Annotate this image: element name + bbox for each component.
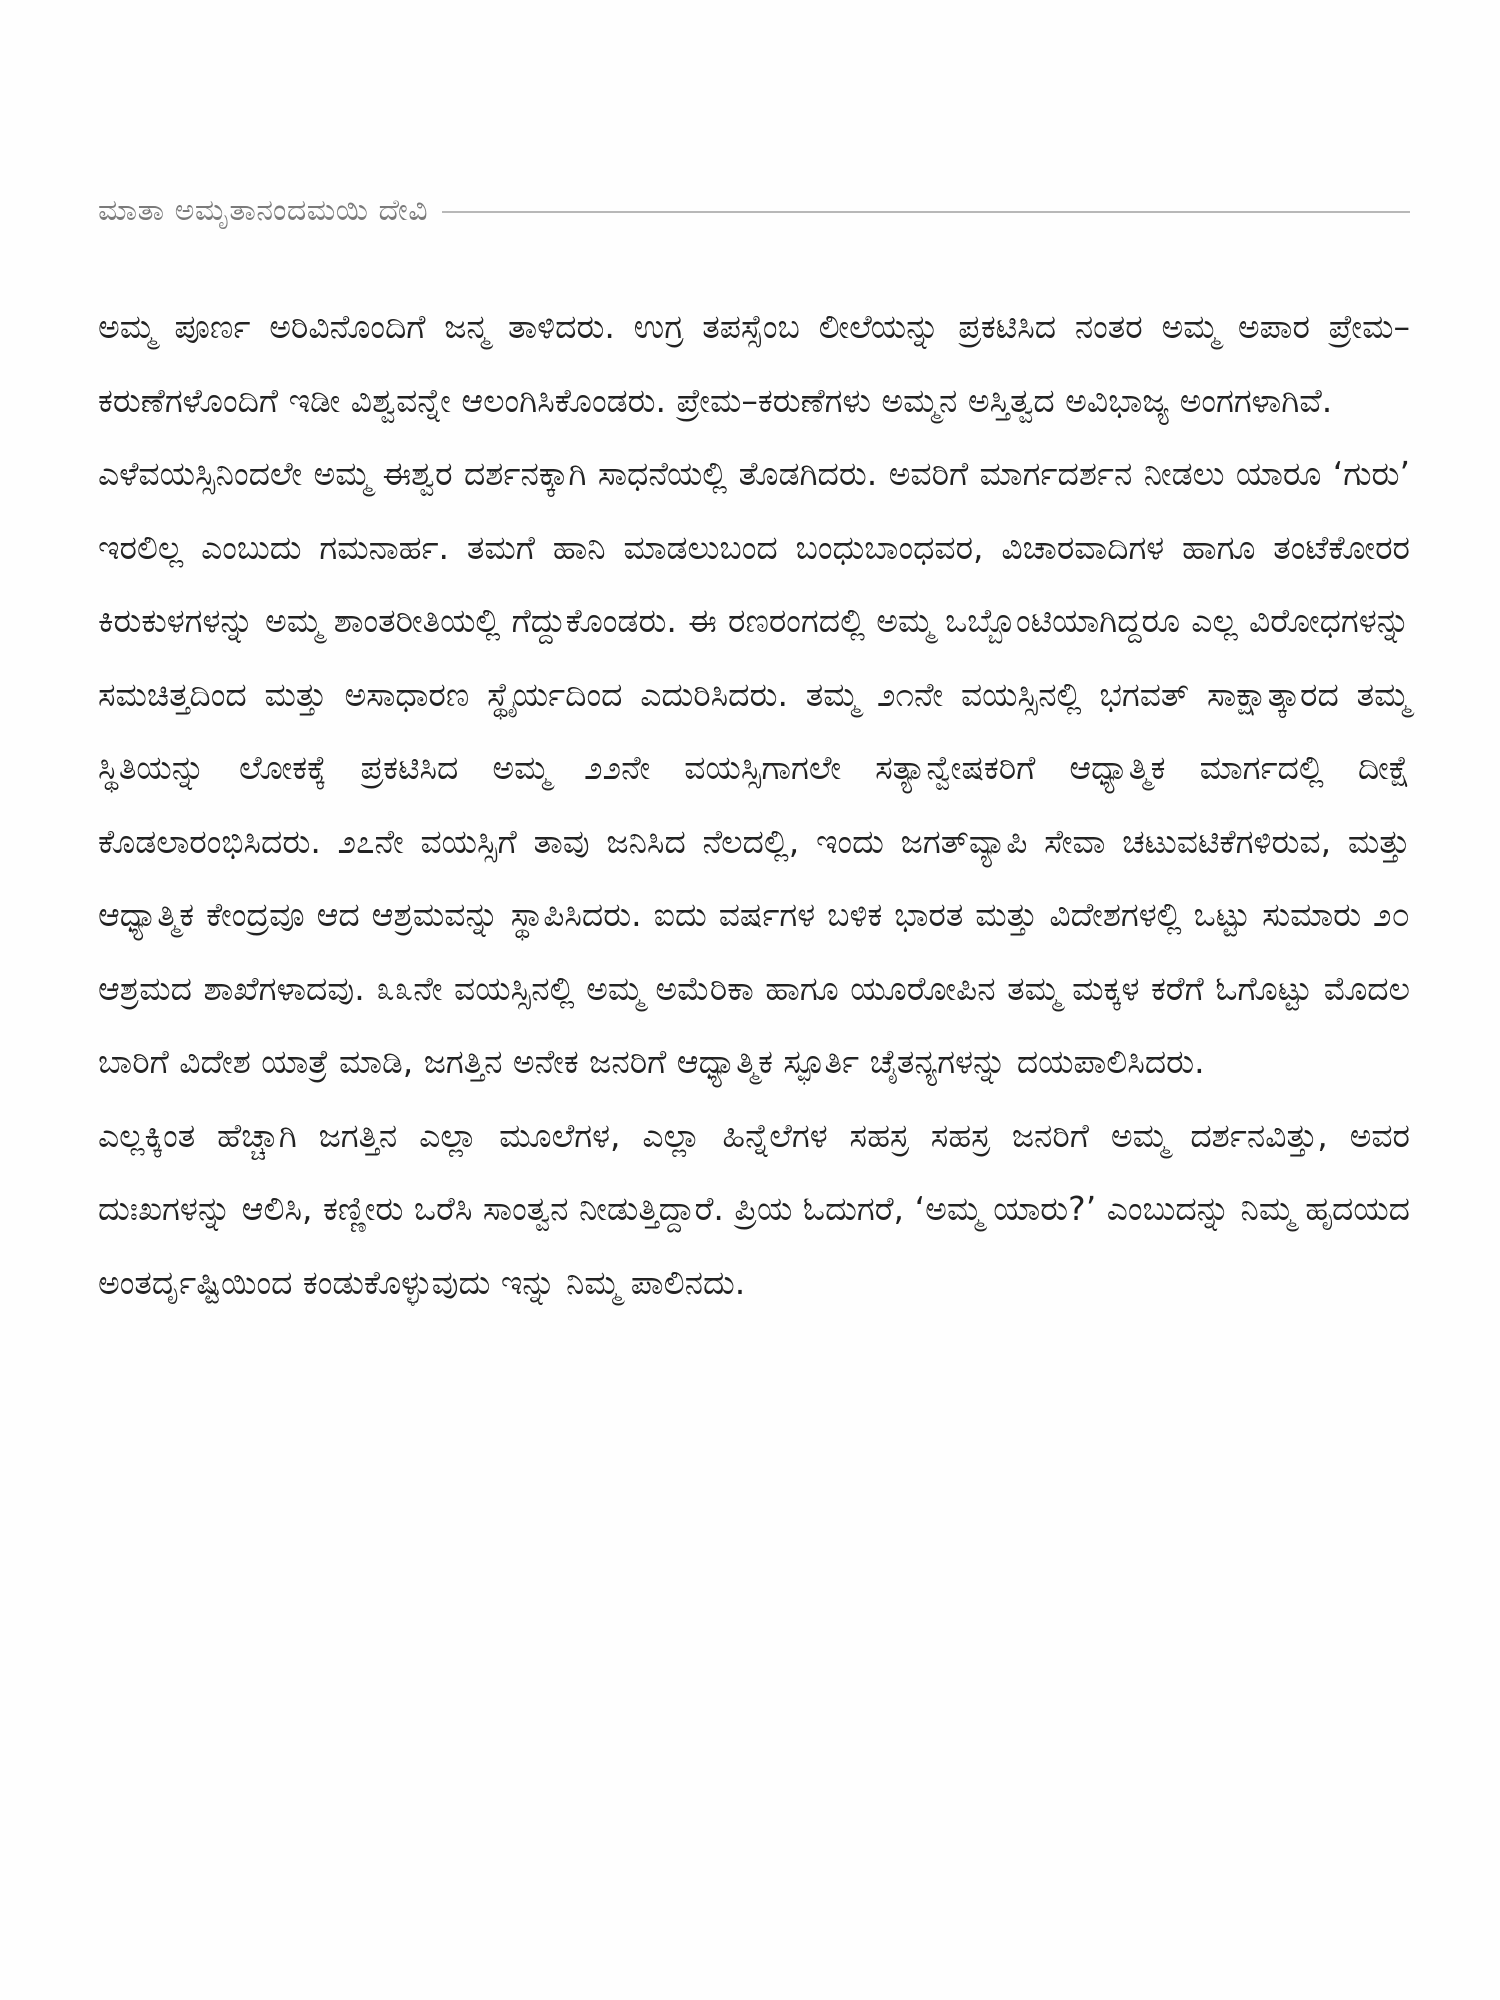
running-header-title: ಮಾತಾ ಅಮೃತಾನಂದಮಯಿ ದೇವಿ [98, 192, 429, 228]
body-text [98, 290, 1410, 1319]
running-header [98, 180, 1410, 240]
paragraph-3: ಎಲ್ಲಕ್ಕಿಂತ ಹೆಚ್ಚಾಗಿ ಜಗತ್ತಿನ ಎಲ್ಲಾ ಮೂಲೆಗಳ, ಎಲ್ಲಾ ಹಿನ್ನೆಲೆಗಳ ಸಹಸ್ರ ಸಹಸ್ರ ಜನರಿಗೆ ಅಮ್ಮ ದರ್ಶನವಿತ್ತು, ಅವರ ದುಃಖಗಳನ್ನು ಆಲಿಸಿ, ಕಣ್ಣೀರು ಒರೆಸಿ ಸಾಂತ್ವನ ನೀಡುತ್ತಿದ್ದಾರೆ. ಪ್ರಿಯ ಓದುಗರೆ, ‘ಅಮ್ಮ ಯಾರು?’ ಎಂಬುದನ್ನು ನಿಮ್ಮ ಹೃದಯದ ಅಂತರ್ದೃಷ್ಟಿಯಿಂದ ಕಂಡುಕೊಳ್ಳುವುದು ಇನ್ನು ನಿಮ್ಮ ಪಾಲಿನದು. [98, 1115, 1410, 1302]
paragraph-1: ಅಮ್ಮ ಪೂರ್ಣ ಅರಿವಿನೊಂದಿಗೆ ಜನ್ಮ ತಾಳಿದರು. ಉಗ್ರ ತಪಸ್ಸೆಂಬ ಲೀಲೆಯನ್ನು ಪ್ರಕಟಿಸಿದ ನಂತರ ಅಮ್ಮ ಅಪಾರ ಪ್ರೇಮ–ಕರುಣೆಗಳೊಂದಿಗೆ ಇಡೀ ವಿಶ್ವವನ್ನೇ ಆಲಂಗಿಸಿಕೊಂಡರು. ಪ್ರೇಮ–ಕರುಣೆಗಳು ಅಮ್ಮನ ಅಸ್ತಿತ್ವದ ಅವಿಭಾಜ್ಯ ಅಂಗಗಳಾಗಿವೆ. [98, 307, 1410, 420]
paragraph-2: ಎಳೆವಯಸ್ಸಿನಿಂದಲೇ ಅಮ್ಮ ಈಶ್ವರ ದರ್ಶನಕ್ಕಾಗಿ ಸಾಧನೆಯಲ್ಲಿ ತೊಡಗಿದರು. ಅವರಿಗೆ ಮಾರ್ಗದರ್ಶನ ನೀಡಲು ಯಾರೂ ‘ಗುರು’ ಇರಲಿಲ್ಲ ಎಂಬುದು ಗಮನಾರ್ಹ. ತಮಗೆ ಹಾನಿ ಮಾಡಲುಬಂದ ಬಂಧುಬಾಂಧವರ, ವಿಚಾರವಾದಿಗಳ ಹಾಗೂ ತಂಟೆಕೋರರ ಕಿರುಕುಳಗಳನ್ನು ಅಮ್ಮ ಶಾಂತರೀತಿಯಲ್ಲಿ ಗೆದ್ದುಕೊಂಡರು. ಈ ರಣರಂಗದಲ್ಲಿ ಅಮ್ಮ ಒಬ್ಬೊಂಟಿಯಾಗಿದ್ದರೂ ಎಲ್ಲ ವಿರೋಧಗಳನ್ನು ಸಮಚಿತ್ತದಿಂದ ಮತ್ತು ಅಸಾಧಾರಣ ಸ್ಥೈರ್ಯದಿಂದ ಎದುರಿಸಿದರು. ತಮ್ಮ ೨೧ನೇ ವಯಸ್ಸಿನಲ್ಲಿ ಭಗವತ್ ಸಾಕ್ಷಾತ್ಕಾರದ ತಮ್ಮ ಸ್ಥಿತಿಯನ್ನು ಲೋಕಕ್ಕೆ ಪ್ರಕಟಿಸಿದ ಅಮ್ಮ ೨೨ನೇ ವಯಸ್ಸಿಗಾಗಲೇ ಸತ್ಯಾನ್ವೇಷಕರಿಗೆ ಆಧ್ಯಾತ್ಮಿಕ ಮಾರ್ಗದಲ್ಲಿ ದೀಕ್ಷೆ ಕೊಡಲಾರಂಭಿಸಿದರು. ೨೭ನೇ ವಯಸ್ಸಿಗೆ ತಾವು ಜನಿಸಿದ ನೆಲದಲ್ಲಿ, ಇಂದು ಜಗತ್‌ವ್ಯಾಪಿ ಸೇವಾ ಚಟುವಟಿಕೆಗಳಿರುವ, ಮತ್ತು ಆಧ್ಯಾತ್ಮಿಕ ಕೇಂದ್ರವೂ ಆದ ಆಶ್ರಮವನ್ನು ಸ್ಥಾಪಿಸಿದರು. ಐದು ವರ್ಷಗಳ ಬಳಿಕ ಭಾರತ ಮತ್ತು ವಿದೇಶಗಳಲ್ಲಿ ಒಟ್ಟು ಸುಮಾರು ೨೦ ಆಶ್ರಮದ ಶಾಖೆಗಳಾದವು. ೩೩ನೇ ವಯಸ್ಸಿನಲ್ಲಿ ಅಮ್ಮ ಅಮೆರಿಕಾ ಹಾಗೂ ಯೂರೋಪಿನ ತಮ್ಮ ಮಕ್ಕಳ ಕರೆಗೆ ಓಗೊಟ್ಟು ಮೊದಲ ಬಾರಿಗೆ ವಿದೇಶ ಯಾತ್ರೆ ಮಾಡಿ, ಜಗತ್ತಿನ ಅನೇಕ ಜನರಿಗೆ ಆಧ್ಯಾತ್ಮಿಕ ಸ್ಫೂರ್ತಿ ಚೈತನ್ಯಗಳನ್ನು ದಯಪಾಲಿಸಿದರು. [98, 454, 1410, 1081]
header-rule [442, 211, 1410, 213]
